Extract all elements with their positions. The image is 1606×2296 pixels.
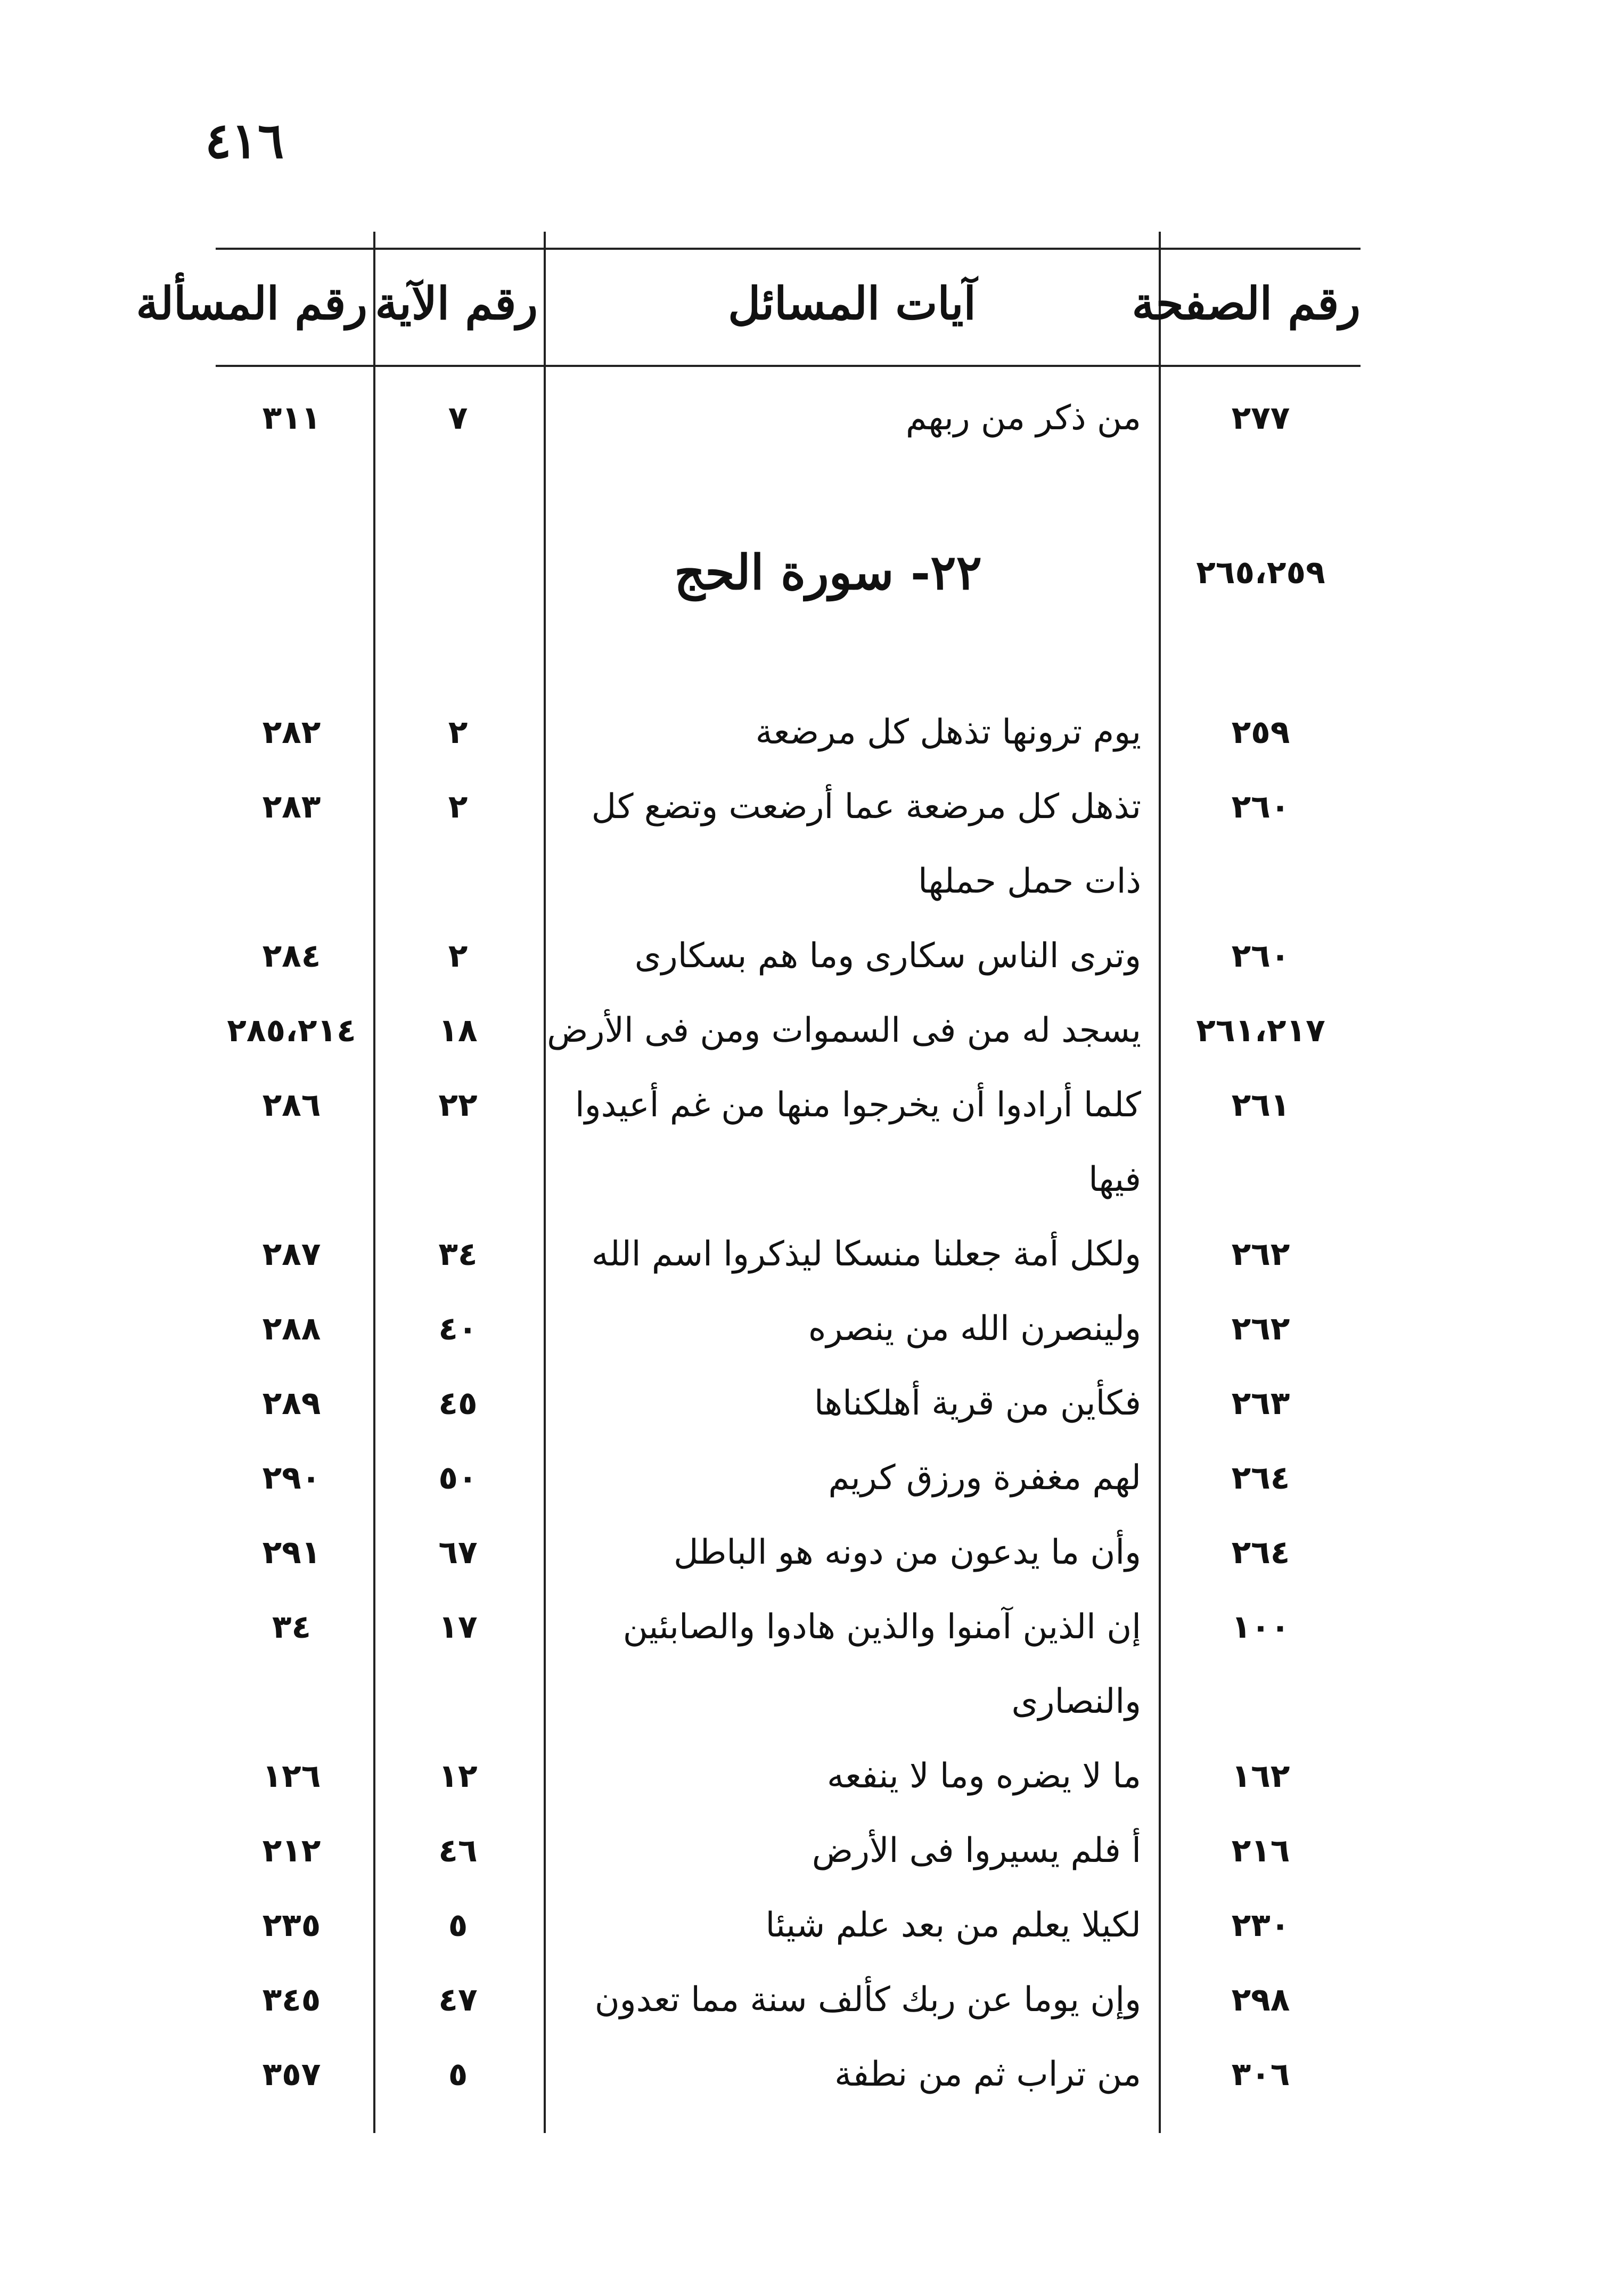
header-verse: آيات المسائل bbox=[728, 277, 976, 330]
table-row bbox=[216, 1441, 1361, 1515]
page-ref: ١٦٢ bbox=[1231, 1758, 1290, 1795]
table-row bbox=[216, 993, 1361, 1068]
ayah-number: ١٢ bbox=[438, 1758, 478, 1795]
header-row bbox=[136, 277, 1361, 357]
table-row bbox=[216, 1515, 1361, 1590]
top-rule bbox=[216, 248, 1361, 250]
verse-text: وترى الناس سكارى وما هم بسكارى bbox=[634, 936, 1141, 976]
header-rule bbox=[216, 365, 1361, 367]
issue-number: ٢٨٩ bbox=[262, 1385, 321, 1422]
table-row bbox=[216, 1068, 1361, 1142]
ayah-number: ١٨ bbox=[438, 1012, 478, 1049]
header-page: رقم الصفحة bbox=[1132, 277, 1361, 330]
issue-number: ٢٨٧ bbox=[262, 1236, 321, 1273]
table-row bbox=[216, 1366, 1361, 1441]
ayah-number: ٢ bbox=[448, 788, 468, 826]
table-row bbox=[216, 1963, 1361, 2037]
page-ref: ٢٦٤ bbox=[1231, 1534, 1290, 1571]
table-row bbox=[216, 770, 1361, 844]
page-ref: ٢٧٧ bbox=[1231, 399, 1290, 437]
ayah-number: ٢٢ bbox=[438, 1086, 478, 1124]
verse-text: لكيلا يعلم من بعد علم شيئا bbox=[765, 1906, 1141, 1945]
page-ref: ٢٦٤ bbox=[1231, 1459, 1290, 1497]
table-row bbox=[216, 1142, 1361, 1217]
verse-text: ذات حمل حملها bbox=[918, 862, 1141, 901]
verse-text: إن الذين آمنوا والذين هادوا والصابئين bbox=[622, 1607, 1141, 1647]
page-number: ٤١٦ bbox=[205, 112, 284, 169]
ayah-number: ٥ bbox=[448, 1907, 468, 1944]
page-ref: ٢٦١،٢١٧ bbox=[1196, 1012, 1325, 1049]
page-ref: ١٠٠ bbox=[1231, 1608, 1290, 1646]
verse-text: فكأين من قرية أهلكناها bbox=[814, 1384, 1141, 1423]
header-ayah: رقم الآية bbox=[375, 277, 538, 330]
page-ref: ٢٦٣ bbox=[1231, 1385, 1290, 1422]
ayah-number: ٦٧ bbox=[438, 1534, 478, 1571]
surah-heading-row bbox=[216, 530, 1361, 615]
table-row bbox=[216, 1739, 1361, 1813]
table-row bbox=[216, 1813, 1361, 1888]
issue-number: ٢٨٤ bbox=[262, 937, 321, 975]
issue-number: ٢٨٣ bbox=[262, 788, 321, 826]
issue-number: ٢٣٥ bbox=[262, 1907, 321, 1944]
verse-text: أ فلم يسيروا فى الأرض bbox=[812, 1831, 1141, 1870]
issue-number: ٢١٢ bbox=[262, 1832, 321, 1869]
page-ref: ٢١٦ bbox=[1231, 1832, 1290, 1869]
verse-text: يوم ترونها تذهل كل مرضعة bbox=[755, 713, 1141, 752]
issue-number: ٣١١ bbox=[262, 399, 321, 437]
issue-number: ٢٩٠ bbox=[262, 1459, 321, 1497]
page-ref: ٣٠٦ bbox=[1231, 2056, 1290, 2093]
verse-text: وأن ما يدعون من دونه هو الباطل bbox=[673, 1533, 1141, 1572]
table-row bbox=[216, 1292, 1361, 1366]
verse-text: يسجد له من فى السموات ومن فى الأرض bbox=[547, 1011, 1141, 1050]
verse-text: ولينصرن الله من ينصره bbox=[808, 1309, 1141, 1349]
header-issue: رقم المسألة bbox=[136, 277, 367, 330]
issue-number: ٢٨٥،٢١٤ bbox=[227, 1012, 356, 1049]
ayah-number: ٧ bbox=[448, 399, 468, 437]
issue-number: ٣٤٥ bbox=[262, 1981, 321, 2019]
issue-number: ٢٩١ bbox=[262, 1534, 321, 1571]
ayah-number: ٣٤ bbox=[438, 1236, 478, 1273]
surah-page-ref: ٢٦٥،٢٥٩ bbox=[1196, 554, 1325, 591]
ayah-number: ٥ bbox=[448, 2056, 468, 2093]
table-row bbox=[216, 844, 1361, 919]
page-ref: ٢٩٨ bbox=[1231, 1981, 1290, 2019]
ayah-number: ٤٠ bbox=[438, 1310, 478, 1347]
page-ref: ٢٦٢ bbox=[1231, 1236, 1290, 1273]
verse-text: تذهل كل مرضعة عما أرضعت وتضع كل bbox=[591, 787, 1141, 827]
page-ref: ٢٦٢ bbox=[1231, 1310, 1290, 1347]
page-ref: ٢٣٠ bbox=[1231, 1907, 1290, 1944]
ayah-number: ١٧ bbox=[438, 1608, 478, 1646]
page-ref: ٢٦٠ bbox=[1231, 937, 1290, 975]
verse-text: فيها bbox=[1088, 1160, 1141, 1199]
ayah-number: ٤٦ bbox=[438, 1832, 478, 1869]
verse-text: من ذكر من ربهم bbox=[905, 398, 1141, 438]
table-row bbox=[216, 1217, 1361, 1292]
issue-number: ٢٨٦ bbox=[262, 1086, 321, 1124]
issue-number: ٣٤ bbox=[272, 1608, 312, 1646]
verse-text: ما لا يضره وما لا ينفعه bbox=[826, 1756, 1141, 1796]
page-ref: ٢٦٠ bbox=[1231, 788, 1290, 826]
verse-text: من تراب ثم من نطفة bbox=[834, 2055, 1141, 2094]
issue-number: ٣٥٧ bbox=[262, 2056, 321, 2093]
verse-text: لهم مغفرة ورزق كريم bbox=[828, 1458, 1141, 1498]
table-row bbox=[216, 381, 1361, 455]
ayah-number: ٢ bbox=[448, 937, 468, 975]
page-ref: ٢٥٩ bbox=[1231, 714, 1290, 751]
verse-text: كلما أرادوا أن يخرجوا منها من غم أعيدوا bbox=[575, 1085, 1141, 1125]
page-ref: ٢٦١ bbox=[1231, 1086, 1290, 1124]
table-row bbox=[216, 2037, 1361, 2112]
verse-text: وإن يوما عن ربك كألف سنة مما تعدون bbox=[594, 1980, 1141, 2020]
issue-number: ١٢٦ bbox=[262, 1758, 321, 1795]
ayah-number: ٤٥ bbox=[438, 1385, 478, 1422]
issue-number: ٢٨٢ bbox=[262, 714, 321, 751]
verse-text: ولكل أمة جعلنا منسكا ليذكروا اسم الله bbox=[591, 1235, 1141, 1274]
issue-number: ٢٨٨ bbox=[262, 1310, 321, 1347]
table-row bbox=[216, 1590, 1361, 1664]
ayah-number: ٢ bbox=[448, 714, 468, 751]
surah-title: ٢٢- سورة الحج bbox=[674, 544, 982, 601]
table-row bbox=[216, 1664, 1361, 1739]
verse-text: والنصارى bbox=[1011, 1682, 1141, 1721]
ayah-number: ٥٠ bbox=[438, 1459, 478, 1497]
table-row bbox=[216, 1888, 1361, 1963]
table-row bbox=[216, 695, 1361, 770]
index-table bbox=[136, 232, 1361, 2133]
table-row bbox=[216, 919, 1361, 993]
ayah-number: ٤٧ bbox=[438, 1981, 478, 2019]
